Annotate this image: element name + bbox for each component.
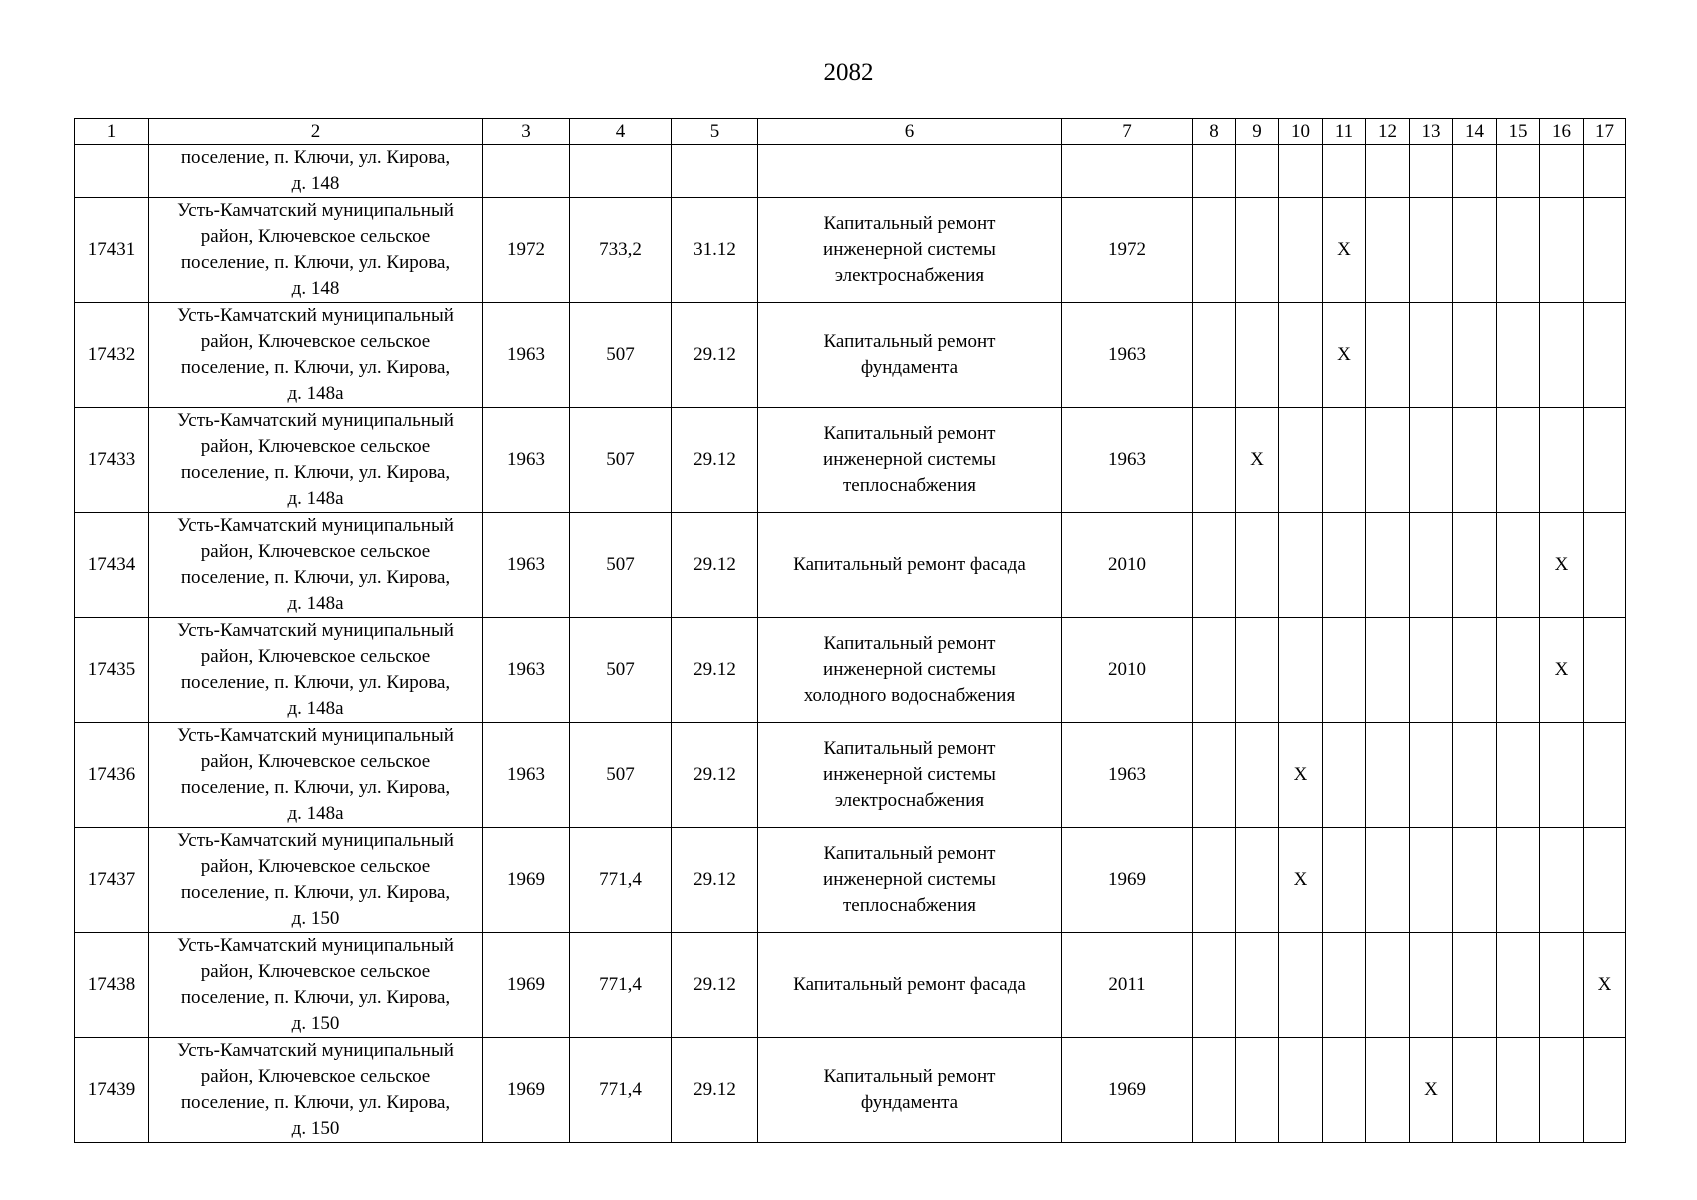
table-row: [75, 828, 1626, 933]
cell-mark: [1236, 303, 1279, 408]
cell-mark: [1279, 145, 1323, 198]
cell-mark: X: [1279, 723, 1323, 828]
cell-address: [149, 618, 483, 723]
table-row: [75, 933, 1626, 1038]
work-line: Капитальный ремонт: [823, 1066, 996, 1087]
cell-area: [570, 145, 672, 198]
cell-id: 17432: [75, 303, 149, 408]
work-line: инженерной системы: [823, 764, 996, 785]
work-line: Капитальный ремонт: [823, 738, 996, 759]
address-line: Усть-Камчатский муниципальный: [177, 1040, 454, 1061]
cell-mark: [1453, 933, 1497, 1038]
cell-mark: [1453, 723, 1497, 828]
cell-mark: [1410, 303, 1453, 408]
cell-code: 29.12: [672, 513, 758, 618]
cell-id: 17431: [75, 198, 149, 303]
cell-mark: [1236, 618, 1279, 723]
cell-mark: [1279, 513, 1323, 618]
work-line: Капитальный ремонт: [823, 843, 996, 864]
cell-mark: [1366, 828, 1410, 933]
column-number: 3: [483, 119, 570, 145]
cell-area: 507: [570, 303, 672, 408]
cell-code: [672, 145, 758, 198]
cell-id: 17436: [75, 723, 149, 828]
column-number: 14: [1453, 119, 1497, 145]
table-row: [75, 408, 1626, 513]
address-line: Усть-Камчатский муниципальный: [177, 200, 454, 221]
cell-work: [758, 1038, 1062, 1143]
address-line: д. 148: [291, 173, 340, 194]
cell-mark: [1193, 618, 1236, 723]
cell-mark: [1453, 1038, 1497, 1143]
cell-mark: [1410, 828, 1453, 933]
work-line: электроснабжения: [834, 265, 985, 286]
column-number: 10: [1279, 119, 1323, 145]
cell-area: 507: [570, 723, 672, 828]
address-line: Усть-Камчатский муниципальный: [177, 830, 454, 851]
cell-mark: [1279, 408, 1323, 513]
cell-mark: [1410, 933, 1453, 1038]
address-line: район, Ключевское сельское: [200, 856, 431, 877]
work-line: инженерной системы: [823, 869, 996, 890]
address-line: Усть-Камчатский муниципальный: [177, 305, 454, 326]
cell-area: 771,4: [570, 933, 672, 1038]
cell-id: 17438: [75, 933, 149, 1038]
address-line: д. 148а: [287, 488, 344, 509]
cell-year: 1969: [483, 933, 570, 1038]
cell-year-2: 2011: [1062, 933, 1193, 1038]
column-number: 9: [1236, 119, 1279, 145]
cell-mark: X: [1584, 933, 1626, 1038]
cell-mark: [1193, 303, 1236, 408]
address-line: д. 148а: [287, 803, 344, 824]
address-line: д. 150: [291, 908, 340, 929]
cell-mark: [1323, 723, 1366, 828]
cell-year-2: 1969: [1062, 828, 1193, 933]
work-line: инженерной системы: [823, 239, 996, 260]
cell-mark: [1279, 933, 1323, 1038]
cell-mark: [1193, 408, 1236, 513]
cell-year-2: 1963: [1062, 303, 1193, 408]
cell-mark: [1236, 1038, 1279, 1143]
cell-mark: [1584, 723, 1626, 828]
cell-work: [758, 513, 1062, 618]
cell-year-2: [1062, 145, 1193, 198]
cell-address: [149, 198, 483, 303]
cell-mark: [1193, 933, 1236, 1038]
column-number: 1: [75, 119, 149, 145]
table-row: [75, 303, 1626, 408]
cell-year-2: 2010: [1062, 618, 1193, 723]
table-row: [75, 1038, 1626, 1143]
cell-year-2: 1972: [1062, 198, 1193, 303]
cell-mark: [1410, 618, 1453, 723]
cell-mark: [1323, 408, 1366, 513]
cell-mark: [1584, 408, 1626, 513]
column-number: 6: [758, 119, 1062, 145]
column-number: 7: [1062, 119, 1193, 145]
address-line: поселение, п. Ключи, ул. Кирова,: [180, 882, 451, 903]
cell-mark: [1497, 1038, 1540, 1143]
cell-mark: [1540, 933, 1584, 1038]
cell-mark: X: [1236, 408, 1279, 513]
address-line: д. 150: [291, 1013, 340, 1034]
cell-id: 17439: [75, 1038, 149, 1143]
cell-id: 17435: [75, 618, 149, 723]
address-line: д. 148а: [287, 593, 344, 614]
cell-mark: [1453, 828, 1497, 933]
cell-mark: [1366, 1038, 1410, 1143]
cell-code: 29.12: [672, 933, 758, 1038]
cell-mark: [1193, 513, 1236, 618]
cell-mark: [1540, 145, 1584, 198]
cell-mark: X: [1279, 828, 1323, 933]
cell-mark: [1497, 303, 1540, 408]
column-number: 4: [570, 119, 672, 145]
column-number: 5: [672, 119, 758, 145]
cell-area: 733,2: [570, 198, 672, 303]
address-line: район, Ключевское сельское: [200, 541, 431, 562]
cell-mark: [1279, 198, 1323, 303]
cell-mark: [1453, 408, 1497, 513]
cell-mark: [1540, 723, 1584, 828]
cell-mark: [1366, 618, 1410, 723]
cell-mark: X: [1323, 198, 1366, 303]
address-line: район, Ключевское сельское: [200, 961, 431, 982]
work-line: фундамента: [860, 1092, 959, 1113]
work-line: Капитальный ремонт: [823, 633, 996, 654]
page-number: 2082: [823, 59, 874, 86]
cell-year: 1972: [483, 198, 570, 303]
column-number: 17: [1584, 119, 1626, 145]
cell-mark: [1453, 198, 1497, 303]
work-line: Капитальный ремонт фасада: [793, 974, 1026, 995]
cell-mark: [1366, 933, 1410, 1038]
cell-mark: [1540, 1038, 1584, 1143]
address-line: поселение, п. Ключи, ул. Кирова,: [180, 987, 451, 1008]
work-line: инженерной системы: [823, 449, 996, 470]
cell-address: [149, 303, 483, 408]
cell-mark: [1497, 723, 1540, 828]
cell-mark: [1540, 303, 1584, 408]
address-line: Усть-Камчатский муниципальный: [177, 410, 454, 431]
cell-mark: [1193, 1038, 1236, 1143]
cell-year: 1963: [483, 618, 570, 723]
cell-mark: [1497, 513, 1540, 618]
cell-address: [149, 933, 483, 1038]
cell-code: 31.12: [672, 198, 758, 303]
cell-area: 507: [570, 408, 672, 513]
cell-code: 29.12: [672, 408, 758, 513]
cell-year: 1963: [483, 408, 570, 513]
cell-mark: [1366, 303, 1410, 408]
cell-mark: [1236, 828, 1279, 933]
address-line: д. 148а: [287, 698, 344, 719]
cell-year: [483, 145, 570, 198]
cell-mark: [1366, 723, 1410, 828]
work-line: Капитальный ремонт: [823, 331, 996, 352]
address-line: район, Ключевское сельское: [200, 226, 431, 247]
cell-mark: [1236, 723, 1279, 828]
cell-mark: [1323, 1038, 1366, 1143]
cell-mark: [1366, 513, 1410, 618]
column-number-row: [75, 119, 1626, 145]
column-number: 2: [149, 119, 483, 145]
cell-mark: [1453, 618, 1497, 723]
cell-mark: [1584, 303, 1626, 408]
cell-mark: [1497, 618, 1540, 723]
address-line: поселение, п. Ключи, ул. Кирова,: [180, 357, 451, 378]
address-line: район, Ключевское сельское: [200, 331, 431, 352]
address-line: поселение, п. Ключи, ул. Кирова,: [180, 672, 451, 693]
column-number: 11: [1323, 119, 1366, 145]
cell-address: [149, 723, 483, 828]
cell-id: [75, 145, 149, 198]
cell-mark: [1410, 198, 1453, 303]
cell-code: 29.12: [672, 303, 758, 408]
address-line: д. 150: [291, 1118, 340, 1139]
cell-year-2: 1963: [1062, 408, 1193, 513]
address-line: поселение, п. Ключи, ул. Кирова,: [180, 252, 451, 273]
cell-mark: X: [1410, 1038, 1453, 1143]
cell-mark: [1584, 145, 1626, 198]
cell-mark: [1497, 145, 1540, 198]
work-line: электроснабжения: [834, 790, 985, 811]
work-line: Капитальный ремонт: [823, 423, 996, 444]
cell-mark: [1584, 618, 1626, 723]
cell-code: 29.12: [672, 1038, 758, 1143]
work-line: фундамента: [860, 357, 959, 378]
cell-mark: [1497, 408, 1540, 513]
table-row: [75, 723, 1626, 828]
cell-mark: [1584, 198, 1626, 303]
cell-work: [758, 198, 1062, 303]
column-number: 15: [1497, 119, 1540, 145]
cell-mark: [1410, 513, 1453, 618]
cell-address: [149, 145, 483, 198]
cell-address: [149, 408, 483, 513]
address-line: поселение, п. Ключи, ул. Кирова,: [180, 567, 451, 588]
cell-address: [149, 828, 483, 933]
cell-mark: [1236, 933, 1279, 1038]
cell-mark: [1193, 828, 1236, 933]
work-line: Капитальный ремонт фасада: [793, 554, 1026, 575]
cell-year-2: 2010: [1062, 513, 1193, 618]
address-line: Усть-Камчатский муниципальный: [177, 935, 454, 956]
address-line: Усть-Камчатский муниципальный: [177, 620, 454, 641]
column-number: 16: [1540, 119, 1584, 145]
cell-area: 771,4: [570, 828, 672, 933]
address-line: поселение, п. Ключи, ул. Кирова,: [180, 777, 451, 798]
cell-work: [758, 828, 1062, 933]
cell-mark: [1236, 198, 1279, 303]
cell-mark: [1366, 198, 1410, 303]
cell-mark: [1366, 145, 1410, 198]
cell-work: [758, 145, 1062, 198]
cell-address: [149, 513, 483, 618]
cell-mark: X: [1540, 513, 1584, 618]
cell-mark: [1236, 145, 1279, 198]
cell-mark: [1279, 618, 1323, 723]
cell-mark: [1584, 513, 1626, 618]
cell-code: 29.12: [672, 723, 758, 828]
cell-id: 17437: [75, 828, 149, 933]
cell-area: 507: [570, 513, 672, 618]
work-line: теплоснабжения: [843, 475, 976, 496]
address-line: район, Ключевское сельское: [200, 751, 431, 772]
address-line: район, Ключевское сельское: [200, 436, 431, 457]
cell-code: 29.12: [672, 828, 758, 933]
cell-mark: [1410, 723, 1453, 828]
cell-mark: [1410, 408, 1453, 513]
work-line: инженерной системы: [823, 659, 996, 680]
work-line: холодного водоснабжения: [803, 685, 1016, 706]
cell-mark: [1323, 618, 1366, 723]
cell-mark: [1323, 145, 1366, 198]
cell-area: 771,4: [570, 1038, 672, 1143]
cell-mark: [1540, 198, 1584, 303]
column-number: 8: [1193, 119, 1236, 145]
cell-year-2: 1969: [1062, 1038, 1193, 1143]
address-line: поселение, п. Ключи, ул. Кирова,: [180, 1092, 451, 1113]
cell-address: [149, 1038, 483, 1143]
cell-mark: [1279, 303, 1323, 408]
cell-mark: [1236, 513, 1279, 618]
cell-mark: X: [1323, 303, 1366, 408]
cell-mark: [1410, 145, 1453, 198]
cell-year: 1969: [483, 1038, 570, 1143]
cell-mark: [1323, 513, 1366, 618]
cell-mark: [1497, 198, 1540, 303]
cell-id: 17433: [75, 408, 149, 513]
cell-work: [758, 618, 1062, 723]
address-line: поселение, п. Ключи, ул. Кирова,: [180, 462, 451, 483]
continuation-row: [75, 145, 1626, 198]
cell-mark: [1323, 933, 1366, 1038]
cell-id: 17434: [75, 513, 149, 618]
address-line: район, Ключевское сельское: [200, 646, 431, 667]
cell-year: 1963: [483, 513, 570, 618]
cell-mark: [1453, 303, 1497, 408]
cell-mark: [1497, 828, 1540, 933]
cell-work: [758, 303, 1062, 408]
table-row: [75, 618, 1626, 723]
cell-mark: [1366, 408, 1410, 513]
cell-year: 1969: [483, 828, 570, 933]
address-line: поселение, п. Ключи, ул. Кирова,: [180, 147, 451, 168]
cell-mark: [1193, 145, 1236, 198]
table-row: [75, 198, 1626, 303]
cell-work: [758, 933, 1062, 1038]
cell-mark: [1540, 828, 1584, 933]
work-line: Капитальный ремонт: [823, 213, 996, 234]
address-line: Усть-Камчатский муниципальный: [177, 725, 454, 746]
address-line: Усть-Камчатский муниципальный: [177, 515, 454, 536]
cell-mark: X: [1540, 618, 1584, 723]
cell-mark: [1540, 408, 1584, 513]
address-line: д. 148а: [287, 383, 344, 404]
cell-mark: [1584, 828, 1626, 933]
column-number: 12: [1366, 119, 1410, 145]
work-line: теплоснабжения: [843, 895, 976, 916]
cell-year: 1963: [483, 723, 570, 828]
column-number: 13: [1410, 119, 1453, 145]
cell-mark: [1584, 1038, 1626, 1143]
cell-year: 1963: [483, 303, 570, 408]
cell-mark: [1193, 198, 1236, 303]
cell-mark: [1453, 513, 1497, 618]
table-row: [75, 513, 1626, 618]
cell-year-2: 1963: [1062, 723, 1193, 828]
cell-code: 29.12: [672, 618, 758, 723]
cell-mark: [1497, 933, 1540, 1038]
cell-mark: [1323, 828, 1366, 933]
cell-mark: [1453, 145, 1497, 198]
address-line: д. 148: [291, 278, 340, 299]
cell-work: [758, 408, 1062, 513]
cell-mark: [1279, 1038, 1323, 1143]
register-table: [74, 118, 1626, 1143]
address-line: район, Ключевское сельское: [200, 1066, 431, 1087]
cell-work: [758, 723, 1062, 828]
cell-area: 507: [570, 618, 672, 723]
cell-mark: [1193, 723, 1236, 828]
